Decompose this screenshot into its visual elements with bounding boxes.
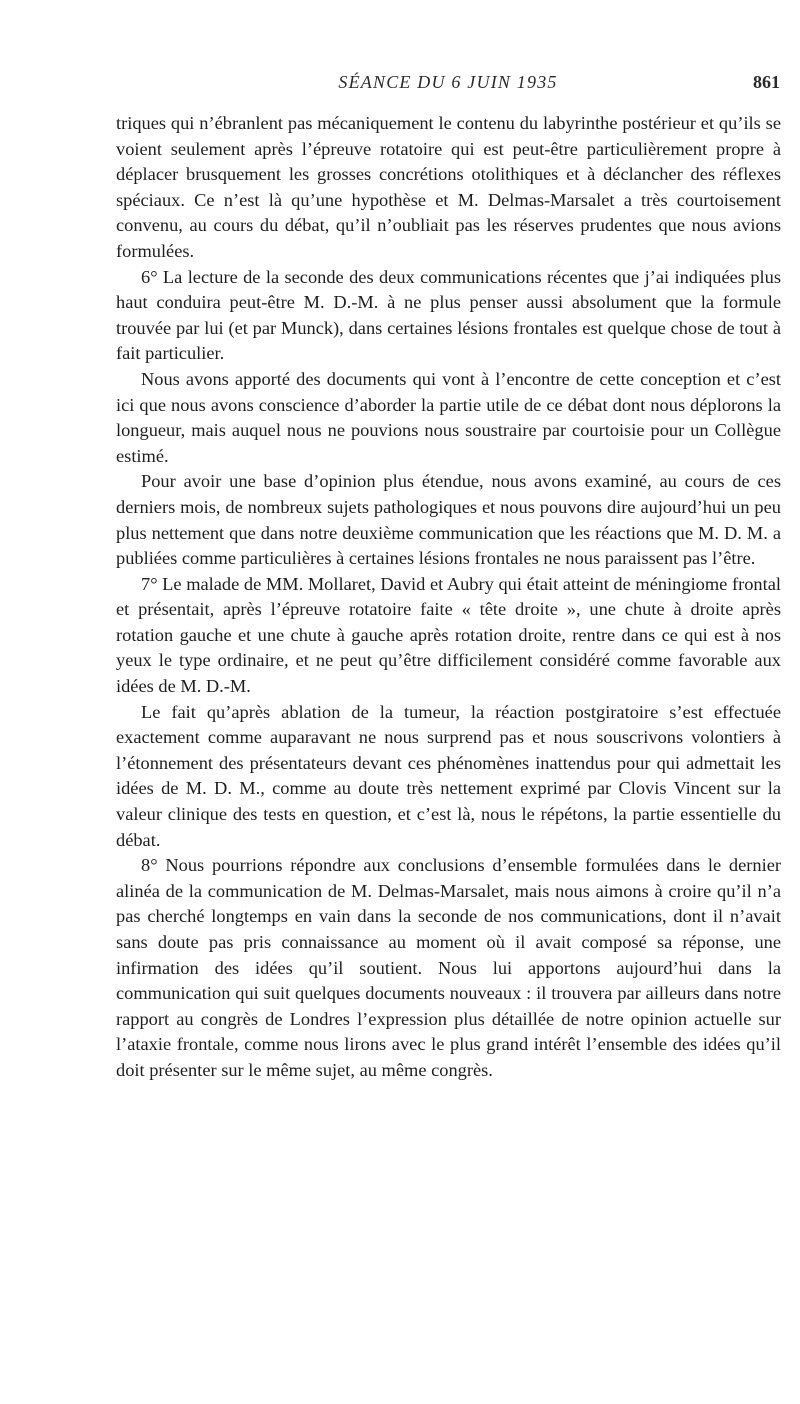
paragraph-ablation: Le fait qu’après ablation de la tumeur, la réaction postgiratoire s’est effectuée exactement comme auparavant ne nous surprend pas et nous souscrivons volontiers à l’étonnement des présentateurs devant ces phénomènes inattendus pour qui admettait les idées de M. D. M., comme au doute très nettement exprimé par Clovis Vincent sur la valeur clinique des tests en question, et c’est là, nous le répétons, la partie essentielle du débat.	[116, 701, 781, 850]
body-text	[116, 111, 781, 1084]
paragraph-continuation: triques qui n’ébranlent pas mécaniquement le contenu du labyrinthe postérieur et qu’ils se voient seulement après l’épreuve rotatoire qui est peut-être particulièrement propre à déplacer brusquement les grosses concrétions otolithiques et à déclancher des réflexes spéciaux. Ce n’est là qu’une hypothèse et M. Delmas-Marsalet a très courtoisement convenu, au cours du débat, qu’il n’oubliait pas les réserves prudentes que nous avions formulées.	[116, 113, 781, 261]
paragraph-point-8: 8° Nous pourrions répondre aux conclusions d’ensemble formulées dans le dernier alinéa de la communication de M. Delmas-Marsalet, mais nous aimons à croire qu’il n’a pas cherché longtemps en vain dans la seconde de nos communications, dont il n’avait sans doute pas pris connaissance au moment où il avait composé sa réponse, une infirmation des idées qu’il soutient. Nous lui apportons aujourd’hui dans la communication qui suit quelques documents nouveaux : il trouvera par ailleurs dans notre rapport au congrès de Londres l’expression plus détaillée de notre opinion actuelle sur l’ataxie frontale, comme nous lirons avec le plus grand intérêt l’ensemble des idées qu’il doit présenter sur le même sujet, au même congrès.	[116, 855, 781, 1080]
paragraph-opinion-base: Pour avoir une base d’opinion plus étendue, nous avons examiné, au cours de ces derniers mois, de nombreux sujets pathologiques et nous pouvons dire aujourd’hui un peu plus nettement que dans notre deuxième communication que les réactions que M. D. M. a publiées comme particulières à certaines lésions frontales ne nous paraissent pas l’être.	[116, 471, 781, 569]
paragraph-point-6: 6° La lecture de la seconde des deux communications récentes que j’ai indiquées plus haut conduira peut-être M. D.-M. à ne plus penser aussi absolument que la formule trouvée par lui (et par Munck), dans certaines lésions frontales est quelque chose de tout à fait particulier.	[116, 266, 781, 364]
page-header	[116, 72, 780, 102]
paragraph-documents: Nous avons apporté des documents qui vont à l’encontre de cette conception et c’est ici que nous avons conscience d’aborder la partie utile de ce débat dont nous déplorons la longueur, mais auquel nous ne pouvions nous soustraire par courtoisie pour un Collègue estimé.	[116, 368, 781, 466]
paragraph-point-7: 7° Le malade de MM. Mollaret, David et Aubry qui était atteint de méningiome frontal et présentait, après l’épreuve rotatoire faite « tête droite », une chute à droite après rotation gauche et une chute à gauche après rotation droite, rentre dans ce qui est à nos yeux le type ordinaire, et ne peut qu’être difficilement considéré comme favorable aux idées de M. D.-M.	[116, 573, 781, 697]
running-title: SÉANCE DU 6 JUIN 1935	[338, 72, 558, 92]
page-number: 861	[753, 72, 780, 92]
